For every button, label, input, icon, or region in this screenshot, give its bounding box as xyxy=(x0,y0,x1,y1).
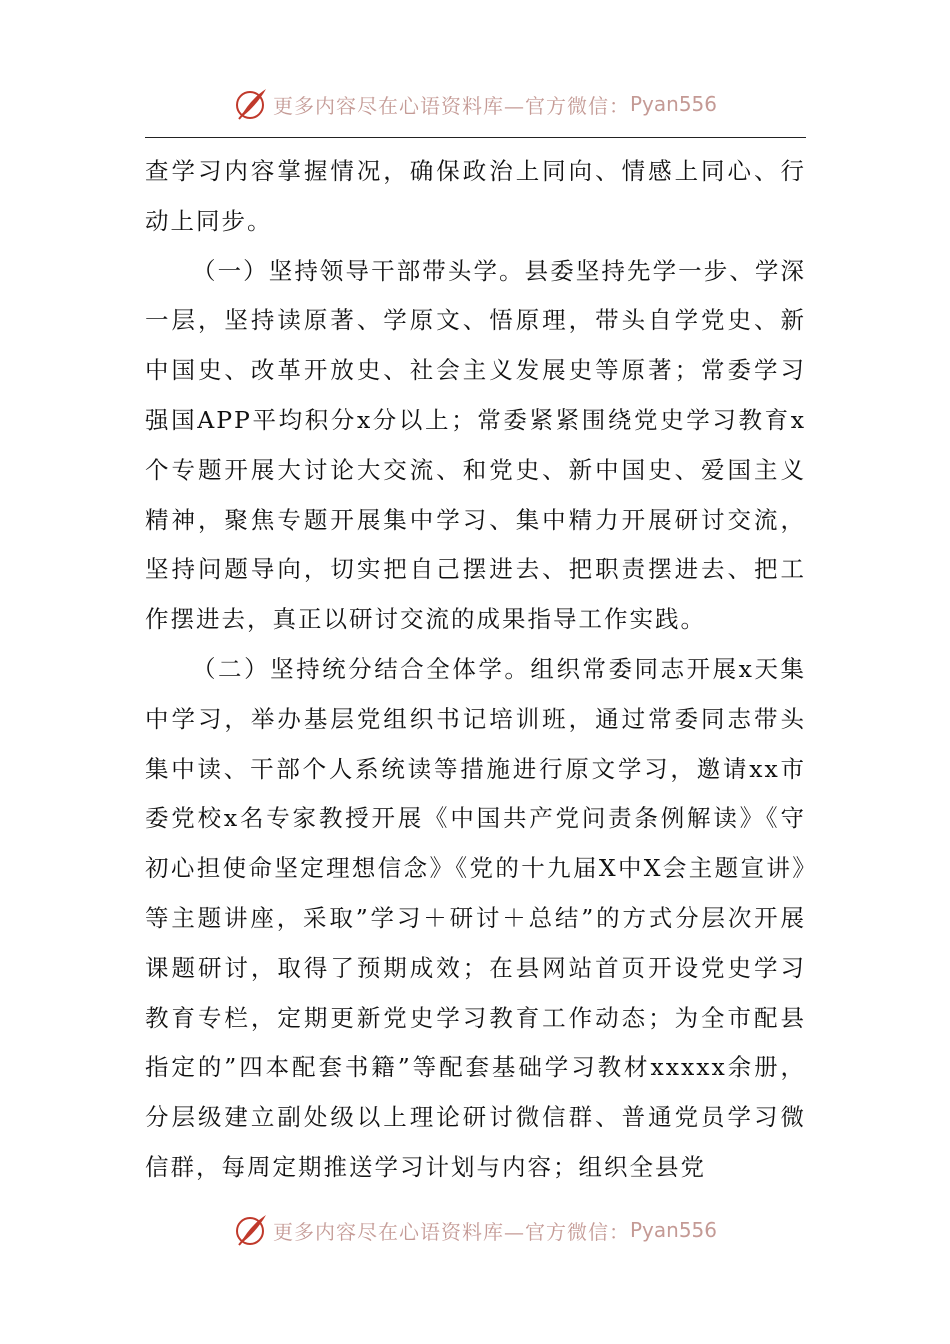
paragraph-section-1: （一）坚持领导干部带头学。县委坚持先学一步、学深一层，坚持读原著、学原文、悟原理，带头自学党史、新中国史、改革开放史、社会主义发展史等原著；常委学习强国APP平均积分x分以上；常委紧紧围绕党史学习教育x个专题开展大讨论大交流、和党史、新中国史、爱国主义精神，聚焦专题开展集中学习、集中精力开展研讨交流，坚持问题导向，切实把自己摆进去、把职责摆进去、把工作摆进去，真正以研讨交流的成果指导工作实践。 xyxy=(145,256,806,634)
quill-pen-icon xyxy=(233,86,269,122)
footer-banner xyxy=(0,1208,950,1252)
paragraph-section-2: （二）坚持统分结合全体学。组织常委同志开展x天集中学习，举办基层党组织书记培训班，通过常委同志带头集中读、干部个人系统读等措施进行原文学习，邀请xx市委党校x名专家教授开展《中国共产党问责条例解读》《守初心担使命坚定理想信念》《党的十九届X中X会主题宣讲》等主题讲座，采取”学习＋研讨＋总结”的方式分层次开展课题研讨，取得了预期成效；在县网站首页开设党史学习教育专栏，定期更新党史学习教育工作动态；为全市配县指定的”四本配套书籍”等配套基础学习教材xxxxx余册，分层级建立副处级以上理论研讨微信群、普通党员学习微信群，每周定期推送学习计划与内容；组织全县党 xyxy=(145,654,806,1181)
header-divider xyxy=(145,137,806,138)
document-body xyxy=(145,147,806,1193)
paragraph-continuation: 查学习内容掌握情况，确保政治上同向、情感上同心、行动上同步。 xyxy=(145,157,806,235)
header-banner xyxy=(0,82,950,126)
quill-pen-icon xyxy=(233,1212,269,1248)
banner-handle: Pyan556 xyxy=(629,92,717,116)
banner-text: 更多内容尽在心语资料库—官方微信： xyxy=(272,93,630,118)
banner-text: 更多内容尽在心语资料库—官方微信： xyxy=(272,1219,630,1244)
banner-handle: Pyan556 xyxy=(629,1218,717,1242)
